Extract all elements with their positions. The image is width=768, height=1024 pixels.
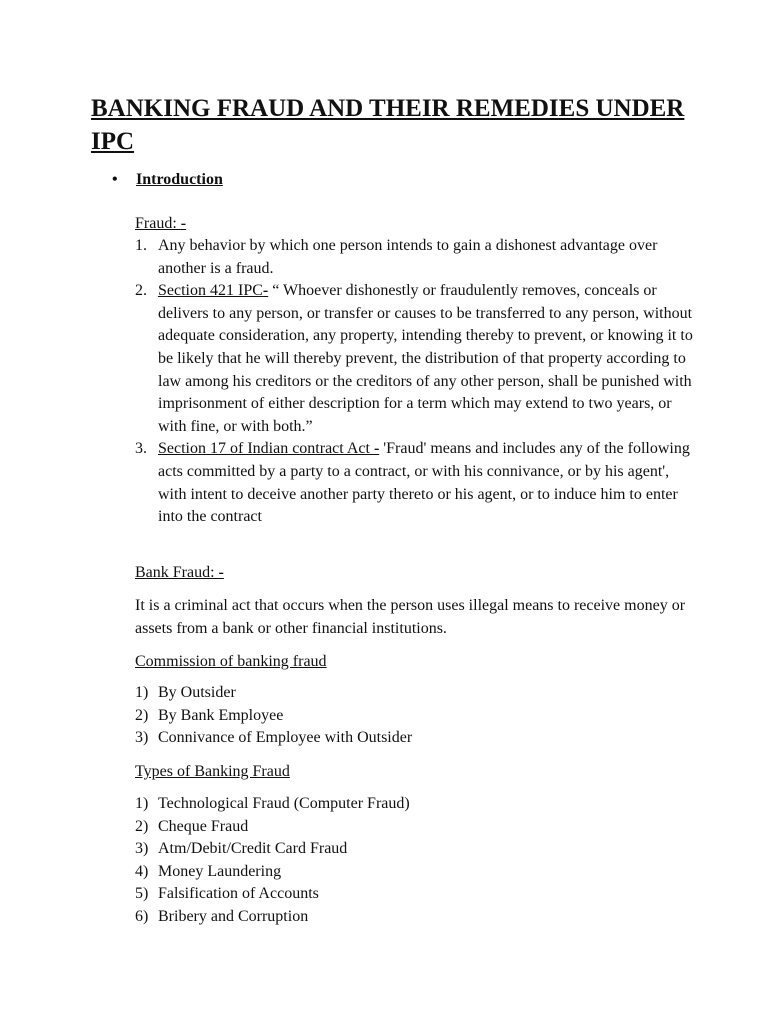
fraud-heading bbox=[135, 213, 695, 236]
list-number: 5) bbox=[135, 885, 149, 903]
bank-fraud-paragraph: It is a criminal act that occurs when the person uses illegal means to receive money or assets from a bank or other financial institutions. bbox=[135, 597, 686, 637]
list-number: 3. bbox=[135, 440, 147, 458]
fraud-heading-dash: - bbox=[180, 215, 187, 232]
list-item bbox=[135, 793, 695, 816]
list-item-text: Cheque Fraud bbox=[158, 817, 249, 835]
bank-fraud-heading-dash: - bbox=[218, 564, 224, 581]
list-item-text: Atm/Debit/Credit Card Fraud bbox=[158, 840, 348, 858]
list-number: 1. bbox=[135, 237, 147, 254]
list-item-lead-dash: - bbox=[262, 282, 269, 300]
intro-heading: Introduction bbox=[136, 171, 223, 188]
commission-list bbox=[135, 682, 695, 750]
list-number: 1) bbox=[135, 684, 149, 701]
fraud-list bbox=[135, 235, 695, 529]
list-number: 2) bbox=[135, 706, 149, 724]
list-number: 2. bbox=[135, 282, 147, 300]
list-item-text: Any behavior by which one person intends to gain a dishonest advantage over another is a fraud. bbox=[158, 237, 658, 277]
list-item-text: Technological Fraud (Computer Fraud) bbox=[158, 795, 410, 812]
list-item bbox=[135, 861, 695, 884]
list-item bbox=[135, 883, 695, 906]
fraud-heading-label: Fraud: bbox=[135, 215, 181, 232]
list-item bbox=[135, 280, 695, 438]
list-item bbox=[135, 705, 695, 728]
list-item bbox=[135, 906, 695, 929]
list-item-lead-dash: - bbox=[373, 440, 380, 458]
list-item-text: By Outsider bbox=[158, 684, 236, 701]
bullet-icon: • bbox=[112, 171, 118, 188]
list-item-lead: Section 421 IPC bbox=[158, 282, 263, 300]
list-number: 3) bbox=[135, 840, 149, 858]
types-list bbox=[135, 793, 695, 929]
bank-fraud-heading bbox=[135, 562, 695, 585]
list-item bbox=[135, 438, 695, 528]
list-item-text: “ Whoever dishonestly or fraudulently removes, conceals or delivers to any person, or transfer or causes to be transferred to any person, without adequate consideration, any property, intending thereby to prevent, or knowing it to be likely that he will thereby prevent, the distribution of that property according to law among his creditors or the creditors of any other person, shall be punished with imprisonment of either description for a term which may extend to two years, or with fine, or with both.” bbox=[158, 282, 693, 435]
list-item-text: Bribery and Corruption bbox=[158, 907, 309, 925]
list-item bbox=[135, 727, 695, 750]
commission-heading bbox=[135, 651, 695, 674]
list-item-text: Falsification of Accounts bbox=[158, 885, 319, 903]
list-number: 6) bbox=[135, 907, 149, 925]
types-heading-label: Types of Banking Fraud bbox=[135, 763, 290, 780]
list-item bbox=[135, 682, 695, 705]
list-number: 1) bbox=[135, 795, 149, 812]
types-heading bbox=[135, 761, 695, 784]
list-item bbox=[135, 838, 695, 861]
document-title: BANKING FRAUD AND THEIR REMEDIES UNDER IPC bbox=[91, 95, 685, 155]
list-item-lead: Section 17 of Indian contract Act bbox=[158, 440, 374, 458]
list-number: 4) bbox=[135, 862, 149, 880]
list-item-text: Connivance of Employee with Outsider bbox=[158, 729, 413, 747]
list-item-text: By Bank Employee bbox=[158, 706, 284, 724]
list-item-text: 'Fraud' means and includes any of the following acts committed by a party to a contract, or with his connivance, or by his agent', with intent to deceive another party thereto or his agent, or to induce him to enter into the contract bbox=[158, 440, 690, 526]
list-number: 3) bbox=[135, 729, 149, 747]
bank-fraud-heading-label: Bank Fraud: bbox=[135, 564, 219, 581]
commission-heading-label: Commission of banking fraud bbox=[135, 653, 327, 670]
list-number: 2) bbox=[135, 817, 149, 835]
intro-bullet-row bbox=[112, 169, 223, 191]
list-item bbox=[135, 816, 695, 839]
list-item bbox=[135, 235, 695, 280]
list-item-text: Money Laundering bbox=[158, 862, 282, 880]
